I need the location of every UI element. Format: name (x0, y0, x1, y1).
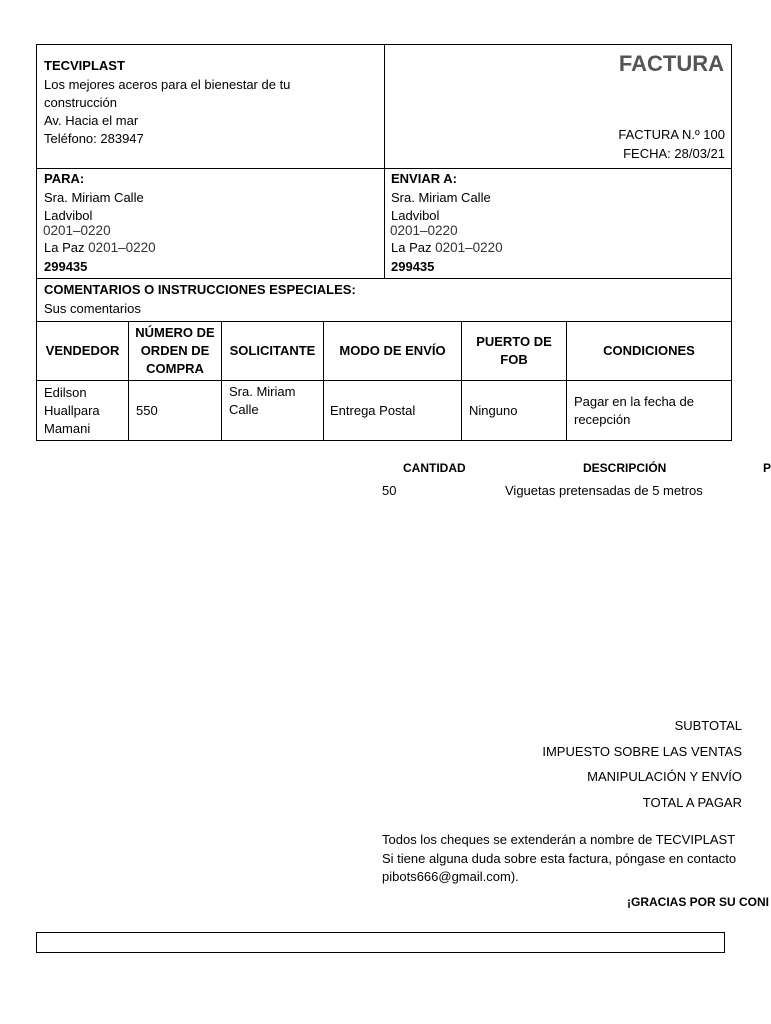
row-seller-line2: Huallpara (44, 402, 100, 418)
row-terms (574, 381, 731, 440)
company-address: Av. Hacia el mar (44, 113, 139, 128)
row-fob (469, 381, 566, 440)
bill-to-city: La Paz (44, 240, 85, 255)
footer-line1: Todos los cheques se extenderán a nombre de TECVIPLAST (382, 832, 736, 847)
tax-label: IMPUESTO SOBRE LAS VENTAS (542, 744, 742, 759)
invoice-date: FECHA: 28/03/21 (623, 146, 725, 161)
bill-to-heading: PARA: (44, 171, 85, 186)
header-fob (462, 322, 566, 380)
ship-to-city-code: 0201–0220 (435, 240, 503, 255)
footer-thanks: ¡GRACIAS POR SU CONI (627, 895, 770, 909)
header-po-line1: NÚMERO DE (135, 325, 215, 340)
footer-email: pibots666@gmail.com). (382, 869, 519, 884)
ship-to-company: Ladvibol (391, 208, 440, 223)
row-seller-line1: Edilson (44, 384, 87, 400)
header-po-line3: COMPRA (146, 361, 204, 376)
row-seller (44, 381, 128, 440)
row-shipping (330, 381, 461, 440)
header-shipping (324, 322, 461, 380)
header-requester (222, 322, 323, 380)
row-requester-line1: Sra. Miriam (229, 384, 296, 399)
items-header-price: P (763, 461, 771, 475)
row-requester-line2: Calle (229, 402, 259, 417)
items-header-description: DESCRIPCIÓN (583, 461, 667, 475)
footer-line2: Si tiene alguna duda sobre esta factura, póngase en contacto (382, 851, 737, 866)
ship-to-phone: 299435 (391, 259, 435, 274)
bottom-bar (36, 932, 725, 953)
ship-to-name: Sra. Miriam Calle (391, 190, 491, 205)
header-seller-label: VENDEDOR (45, 343, 120, 358)
handling-label: MANIPULACIÓN Y ENVÍO (587, 769, 742, 784)
header-fob-line1: PUERTO DE (476, 334, 552, 349)
invoice-title: FACTURA (618, 51, 724, 76)
company-slogan-line1: Los mejores aceros para el bienestar de tu (44, 77, 291, 92)
header-shipping-label: MODO DE ENVÍO (339, 343, 446, 358)
address-box (36, 168, 732, 279)
items-header-quantity: CANTIDAD (403, 461, 466, 475)
bill-to-company: Ladvibol (44, 208, 93, 223)
header-terms (567, 322, 731, 380)
row-po-value: 550 (136, 402, 158, 418)
row-fob-value: Ninguno (469, 402, 518, 418)
header-po-line2: ORDEN DE (140, 343, 210, 358)
row-terms-line2: recepción (574, 411, 631, 427)
item-row-description: Viguetas pretensadas de 5 metros (505, 483, 703, 498)
company-name: TECVIPLAST (44, 58, 125, 73)
row-po (136, 381, 221, 440)
item-row-quantity: 50 (382, 483, 397, 498)
header-terms-label: CONDICIONES (603, 343, 695, 358)
comments-text: Sus comentarios (44, 301, 141, 316)
bill-to-code: 0201–0220 (43, 223, 111, 238)
header-seller (37, 322, 128, 380)
row-shipping-value: Entrega Postal (330, 402, 416, 418)
ship-to-heading: ENVIAR A: (391, 171, 457, 186)
comments-heading: COMENTARIOS O INSTRUCCIONES ESPECIALES: (44, 282, 356, 297)
row-requester (229, 381, 323, 421)
row-terms-line1: Pagar en la fecha de (574, 393, 694, 409)
bill-to-city-code: 0201–0220 (88, 240, 156, 255)
ship-to-city: La Paz (391, 240, 432, 255)
total-label: TOTAL A PAGAR (642, 795, 742, 810)
header-po (129, 322, 221, 380)
header-fob-line2: FOB (500, 352, 528, 367)
bill-to-name: Sra. Miriam Calle (44, 190, 144, 205)
ship-to-code: 0201–0220 (390, 223, 458, 238)
header-requester-label: SOLICITANTE (229, 343, 316, 358)
row-seller-line3: Mamani (44, 420, 91, 436)
ship-to-city-line (391, 239, 503, 257)
subtotal-label: SUBTOTAL (674, 718, 742, 733)
bill-to-phone: 299435 (44, 259, 88, 274)
company-phone: Teléfono: 283947 (44, 131, 144, 146)
company-slogan-line2: construcción (44, 95, 117, 110)
bill-to-city-line (44, 239, 156, 257)
invoice-number: FACTURA N.º 100 (618, 127, 725, 142)
